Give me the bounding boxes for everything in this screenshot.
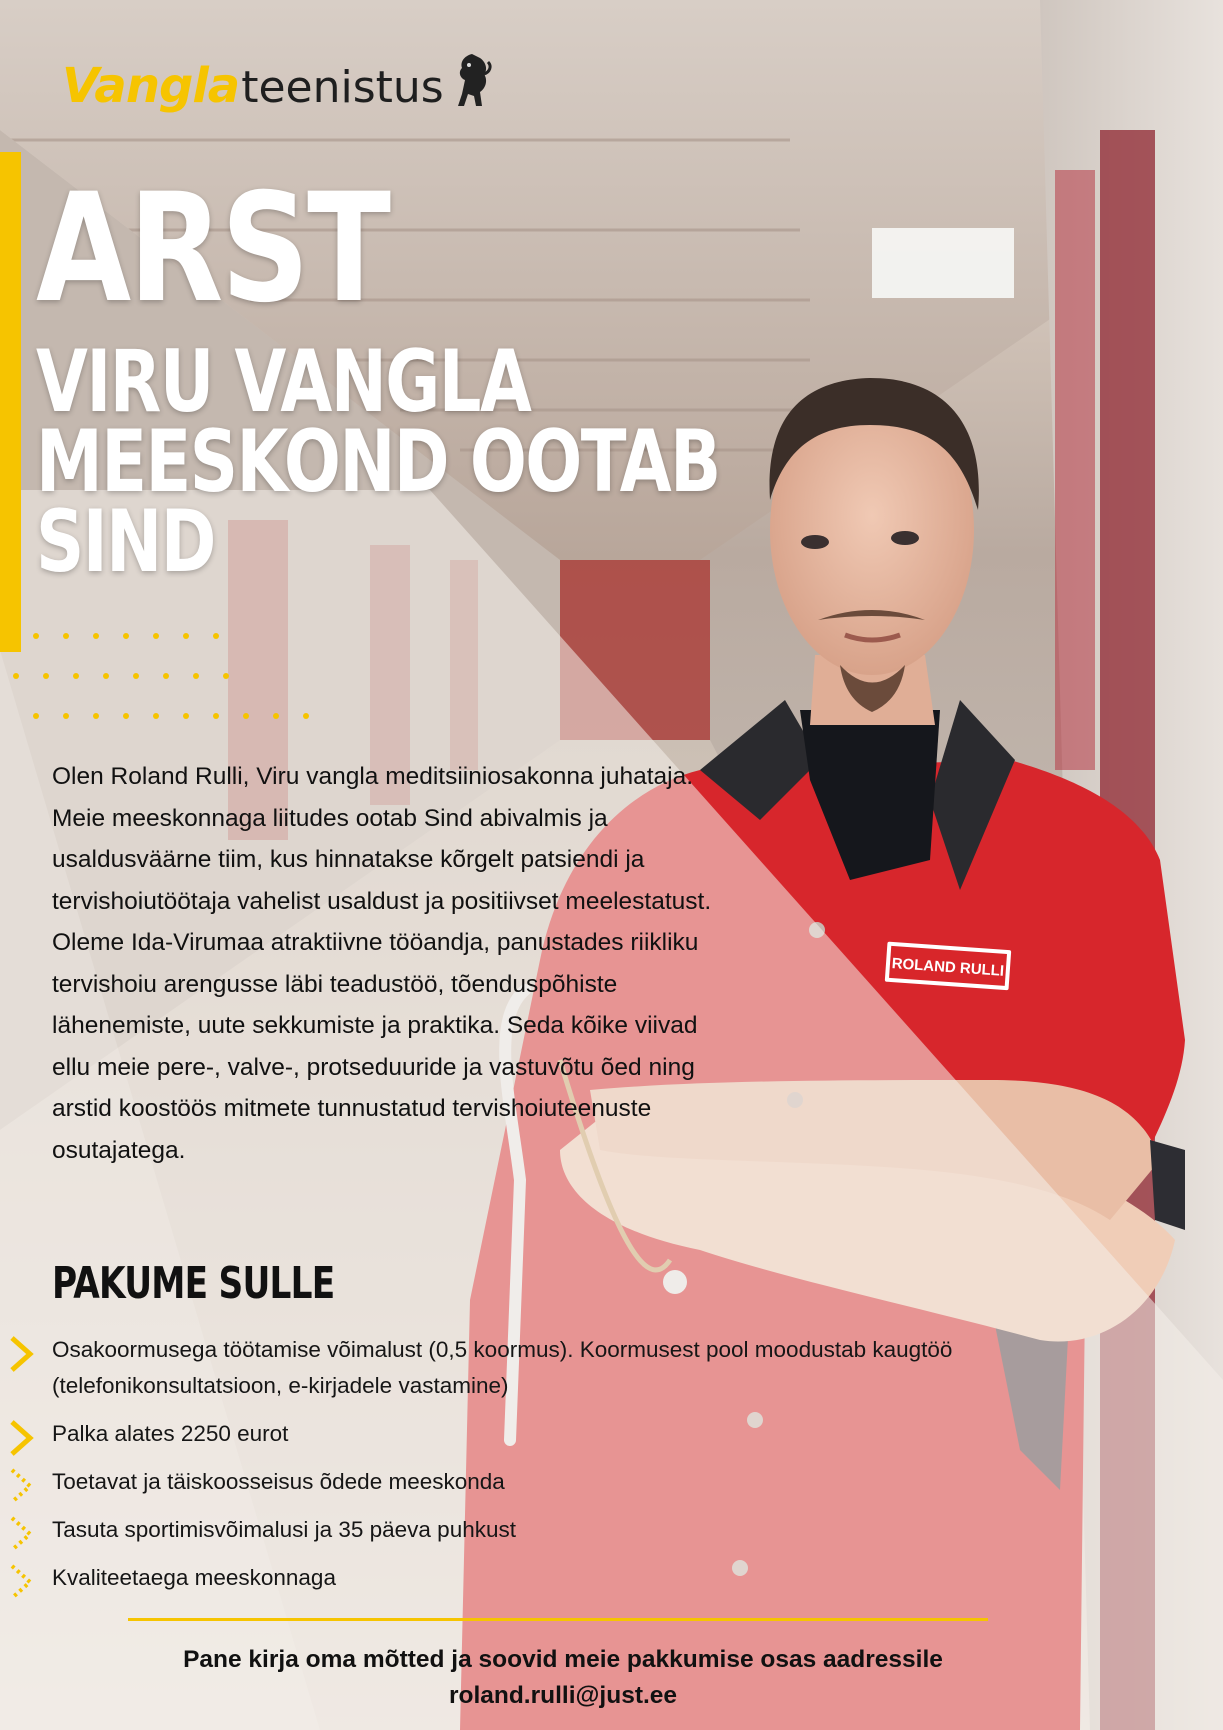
chevron-right-icon — [8, 1514, 36, 1554]
divider — [128, 1618, 988, 1621]
headline — [36, 162, 913, 592]
accent-bar — [0, 152, 21, 652]
chevron-right-icon — [8, 1418, 36, 1458]
chevron-right-icon — [8, 1334, 36, 1374]
contact-text: Pane kirja oma mõtted ja soovid meie pakkumise osas aadressile — [183, 1646, 943, 1673]
offer-item-text: Palka alates 2250 eurot — [52, 1421, 289, 1446]
job-title: ARST — [36, 162, 389, 336]
offer-item-text: Toetavat ja täiskoosseisus õdede meeskonda — [52, 1469, 505, 1494]
logo-suffix: teenistus — [241, 62, 444, 113]
subtitle-line: VIRU VANGLA — [36, 332, 531, 432]
badge-name: ROLAND RULLI — [891, 955, 1005, 980]
decorative-dots — [10, 630, 330, 720]
offer-item — [0, 1416, 1223, 1452]
offer-item-text: Osakoormusega töötamise võimalust (0,5 koormus). Koormusest pool moodustab kaugtöö (telefonikonsultatsioon, e-kirjadele vastamine) — [52, 1337, 953, 1398]
intro-paragraph: Olen Roland Rulli, Viru vangla meditsiiniosakonna juhataja. Meie meeskonnaga liitudes ootab Sind abivalmis ja usaldusväärne tiim, kus hinnatakse kõrgelt patsiendi ja tervishoiutöötaja vahelist usaldust ja positiivset meelestatust. Oleme Ida-Virumaa atraktiivne tööandja, panustades riikliku tervishoiu arengusse läbi teadustöö, tõenduspõhiste lähenemiste, uute sekkumiste ja praktika. Seda kõike viivad ellu meie pere-, valve-, protseduuride ja vastuvõtu õed ning arstid koostöös mitmete tunnustatud tervishoiuteenuste osutajatega. — [52, 763, 712, 1164]
offer-heading: PAKUME SULLE — [52, 1258, 335, 1309]
offer-item — [0, 1560, 1223, 1596]
offer-list — [0, 1332, 1223, 1596]
lion-emblem-icon — [450, 50, 494, 110]
chevron-right-icon — [8, 1466, 36, 1506]
offer-item — [0, 1464, 1223, 1500]
offer-item-text: Kvaliteetaega meeskonnaga — [52, 1565, 336, 1590]
offer-item-text: Tasuta sportimisvõimalusi ja 35 päeva puhkust — [52, 1517, 516, 1542]
contact-email[interactable]: roland.rulli@just.ee — [448, 1682, 678, 1709]
logo-brand: Vangla — [62, 58, 240, 114]
offer-item — [0, 1512, 1223, 1548]
contact-block — [130, 1642, 996, 1714]
subtitle-line: MEESKOND OOTAB — [36, 412, 720, 512]
offer-item — [0, 1332, 1092, 1404]
subtitle-line: SIND — [36, 492, 215, 592]
chevron-right-icon — [8, 1562, 36, 1602]
logo — [62, 44, 494, 114]
